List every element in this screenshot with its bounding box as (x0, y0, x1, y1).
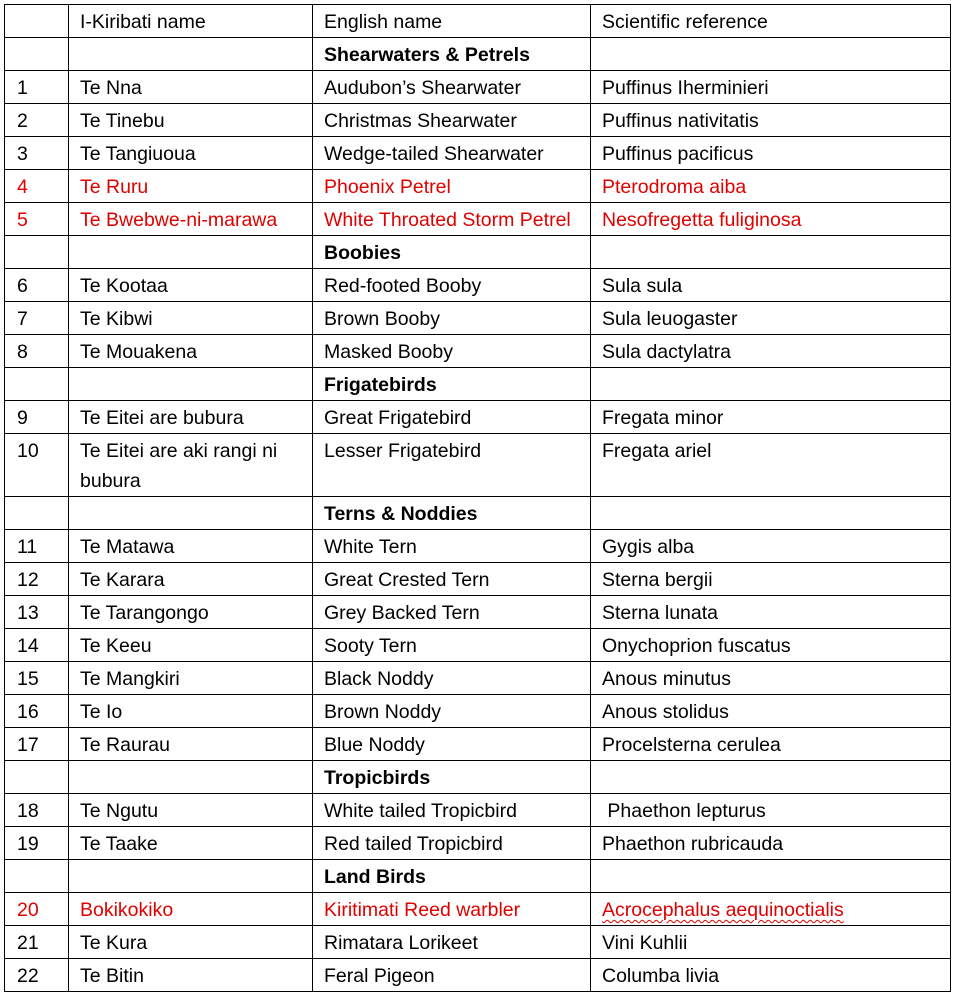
table-row (5, 959, 951, 992)
number-cell: 16 (5, 695, 69, 728)
number-cell (5, 368, 69, 401)
table-row (5, 137, 951, 170)
english-cell: Kiritimati Reed warbler (313, 893, 591, 926)
category-row (5, 860, 951, 893)
header-scientific: Scientific reference (591, 5, 951, 38)
kiribati-cell: Te Kibwi (69, 302, 313, 335)
header-english: English name (313, 5, 591, 38)
number-cell: 9 (5, 401, 69, 434)
scientific-cell: Fregata ariel (591, 434, 951, 497)
scientific-cell: Procelsterna cerulea (591, 728, 951, 761)
table-row (5, 203, 951, 236)
table-row (5, 530, 951, 563)
kiribati-cell: Te Mouakena (69, 335, 313, 368)
table-body (5, 38, 951, 992)
table-row (5, 563, 951, 596)
kiribati-cell: Te Raurau (69, 728, 313, 761)
scientific-cell: Gygis alba (591, 530, 951, 563)
scientific-cell (591, 893, 951, 926)
english-cell: Masked Booby (313, 335, 591, 368)
number-cell: 21 (5, 926, 69, 959)
number-cell (5, 236, 69, 269)
category-row (5, 38, 951, 71)
kiribati-cell (69, 38, 313, 71)
english-cell: White tailed Tropicbird (313, 794, 591, 827)
number-cell: 15 (5, 662, 69, 695)
table-row (5, 728, 951, 761)
number-cell: 11 (5, 530, 69, 563)
category-row (5, 497, 951, 530)
scientific-cell: Sula sula (591, 269, 951, 302)
kiribati-cell: Te Kura (69, 926, 313, 959)
english-cell: Great Frigatebird (313, 401, 591, 434)
scientific-cell: Fregata minor (591, 401, 951, 434)
kiribati-cell: Te Tarangongo (69, 596, 313, 629)
category-label: Tropicbirds (313, 761, 591, 794)
header-row (5, 5, 951, 38)
english-cell: Blue Noddy (313, 728, 591, 761)
scientific-cell: Phaethon lepturus (591, 794, 951, 827)
table-row (5, 926, 951, 959)
kiribati-cell: Te Tinebu (69, 104, 313, 137)
table-row (5, 893, 951, 926)
number-cell: 19 (5, 827, 69, 860)
kiribati-cell: Te Nna (69, 71, 313, 104)
scientific-cell (591, 236, 951, 269)
kiribati-cell: Te Ngutu (69, 794, 313, 827)
table-row (5, 629, 951, 662)
english-cell: Wedge-tailed Shearwater (313, 137, 591, 170)
scientific-cell: Anous stolidus (591, 695, 951, 728)
kiribati-cell: Te Io (69, 695, 313, 728)
english-cell: Phoenix Petrel (313, 170, 591, 203)
scientific-cell: Pterodroma aiba (591, 170, 951, 203)
number-cell (5, 38, 69, 71)
table-row (5, 662, 951, 695)
kiribati-cell: Te Mangkiri (69, 662, 313, 695)
english-cell: Rimatara Lorikeet (313, 926, 591, 959)
scientific-cell: Sula leuogaster (591, 302, 951, 335)
scientific-cell: Anous minutus (591, 662, 951, 695)
scientific-cell (591, 497, 951, 530)
scientific-cell: Vini Kuhlii (591, 926, 951, 959)
english-cell: Red-footed Booby (313, 269, 591, 302)
number-cell: 14 (5, 629, 69, 662)
english-cell: White Tern (313, 530, 591, 563)
table-row (5, 401, 951, 434)
number-cell: 3 (5, 137, 69, 170)
kiribati-cell: Bokikokiko (69, 893, 313, 926)
number-cell: 10 (5, 434, 69, 497)
kiribati-cell (69, 860, 313, 893)
scientific-cell: Puffinus pacificus (591, 137, 951, 170)
number-cell: 12 (5, 563, 69, 596)
english-cell: White Throated Storm Petrel (313, 203, 591, 236)
english-cell: Christmas Shearwater (313, 104, 591, 137)
category-label: Boobies (313, 236, 591, 269)
spellcheck-underline: Acrocephalus aequinoctialis (602, 899, 844, 921)
kiribati-cell: Te Kootaa (69, 269, 313, 302)
english-cell: Grey Backed Tern (313, 596, 591, 629)
number-cell (5, 761, 69, 794)
number-cell: 6 (5, 269, 69, 302)
number-cell: 20 (5, 893, 69, 926)
table-row (5, 434, 951, 497)
table-row (5, 827, 951, 860)
scientific-cell (591, 368, 951, 401)
scientific-cell: Sterna lunata (591, 596, 951, 629)
number-cell: 5 (5, 203, 69, 236)
scientific-cell: Nesofregetta fuliginosa (591, 203, 951, 236)
number-cell: 1 (5, 71, 69, 104)
number-cell (5, 860, 69, 893)
kiribati-cell: Te Matawa (69, 530, 313, 563)
table-row (5, 302, 951, 335)
table-row (5, 695, 951, 728)
table-row (5, 794, 951, 827)
scientific-cell: Sula dactylatra (591, 335, 951, 368)
table-row (5, 71, 951, 104)
kiribati-cell: Te Bitin (69, 959, 313, 992)
scientific-cell (591, 38, 951, 71)
species-table (4, 4, 951, 992)
kiribati-cell: Te Bwebwe-ni-marawa (69, 203, 313, 236)
category-row (5, 368, 951, 401)
category-label: Shearwaters & Petrels (313, 38, 591, 71)
header-kiribati: I-Kiribati name (69, 5, 313, 38)
category-row (5, 761, 951, 794)
number-cell: 17 (5, 728, 69, 761)
number-cell: 4 (5, 170, 69, 203)
english-cell: Brown Noddy (313, 695, 591, 728)
kiribati-cell: Te Eitei are aki rangi ni bubura (69, 434, 313, 497)
kiribati-cell: Te Keeu (69, 629, 313, 662)
kiribati-cell: Te Eitei are bubura (69, 401, 313, 434)
english-cell: Sooty Tern (313, 629, 591, 662)
english-cell: Great Crested Tern (313, 563, 591, 596)
table-row (5, 335, 951, 368)
english-cell: Brown Booby (313, 302, 591, 335)
english-cell: Feral Pigeon (313, 959, 591, 992)
kiribati-cell: Te Ruru (69, 170, 313, 203)
category-label: Frigatebirds (313, 368, 591, 401)
kiribati-cell (69, 761, 313, 794)
scientific-cell: Columba livia (591, 959, 951, 992)
scientific-cell (591, 761, 951, 794)
number-cell: 22 (5, 959, 69, 992)
table-row (5, 170, 951, 203)
number-cell: 13 (5, 596, 69, 629)
scientific-cell: Puffinus Iherminieri (591, 71, 951, 104)
scientific-cell: Onychoprion fuscatus (591, 629, 951, 662)
english-cell: Red tailed Tropicbird (313, 827, 591, 860)
number-cell: 2 (5, 104, 69, 137)
table-row (5, 596, 951, 629)
english-cell: Audubon’s Shearwater (313, 71, 591, 104)
kiribati-cell: Te Karara (69, 563, 313, 596)
scientific-cell (591, 860, 951, 893)
scientific-cell: Phaethon rubricauda (591, 827, 951, 860)
scientific-cell: Sterna bergii (591, 563, 951, 596)
kiribati-cell (69, 497, 313, 530)
category-label: Land Birds (313, 860, 591, 893)
number-cell (5, 497, 69, 530)
kiribati-cell: Te Taake (69, 827, 313, 860)
kiribati-cell (69, 368, 313, 401)
header-number (5, 5, 69, 38)
scientific-cell: Puffinus nativitatis (591, 104, 951, 137)
english-cell: Black Noddy (313, 662, 591, 695)
kiribati-cell (69, 236, 313, 269)
english-cell: Lesser Frigatebird (313, 434, 591, 497)
category-row (5, 236, 951, 269)
kiribati-cell: Te Tangiuoua (69, 137, 313, 170)
number-cell: 18 (5, 794, 69, 827)
number-cell: 7 (5, 302, 69, 335)
number-cell: 8 (5, 335, 69, 368)
table-row (5, 269, 951, 302)
category-label: Terns & Noddies (313, 497, 591, 530)
table-row (5, 104, 951, 137)
